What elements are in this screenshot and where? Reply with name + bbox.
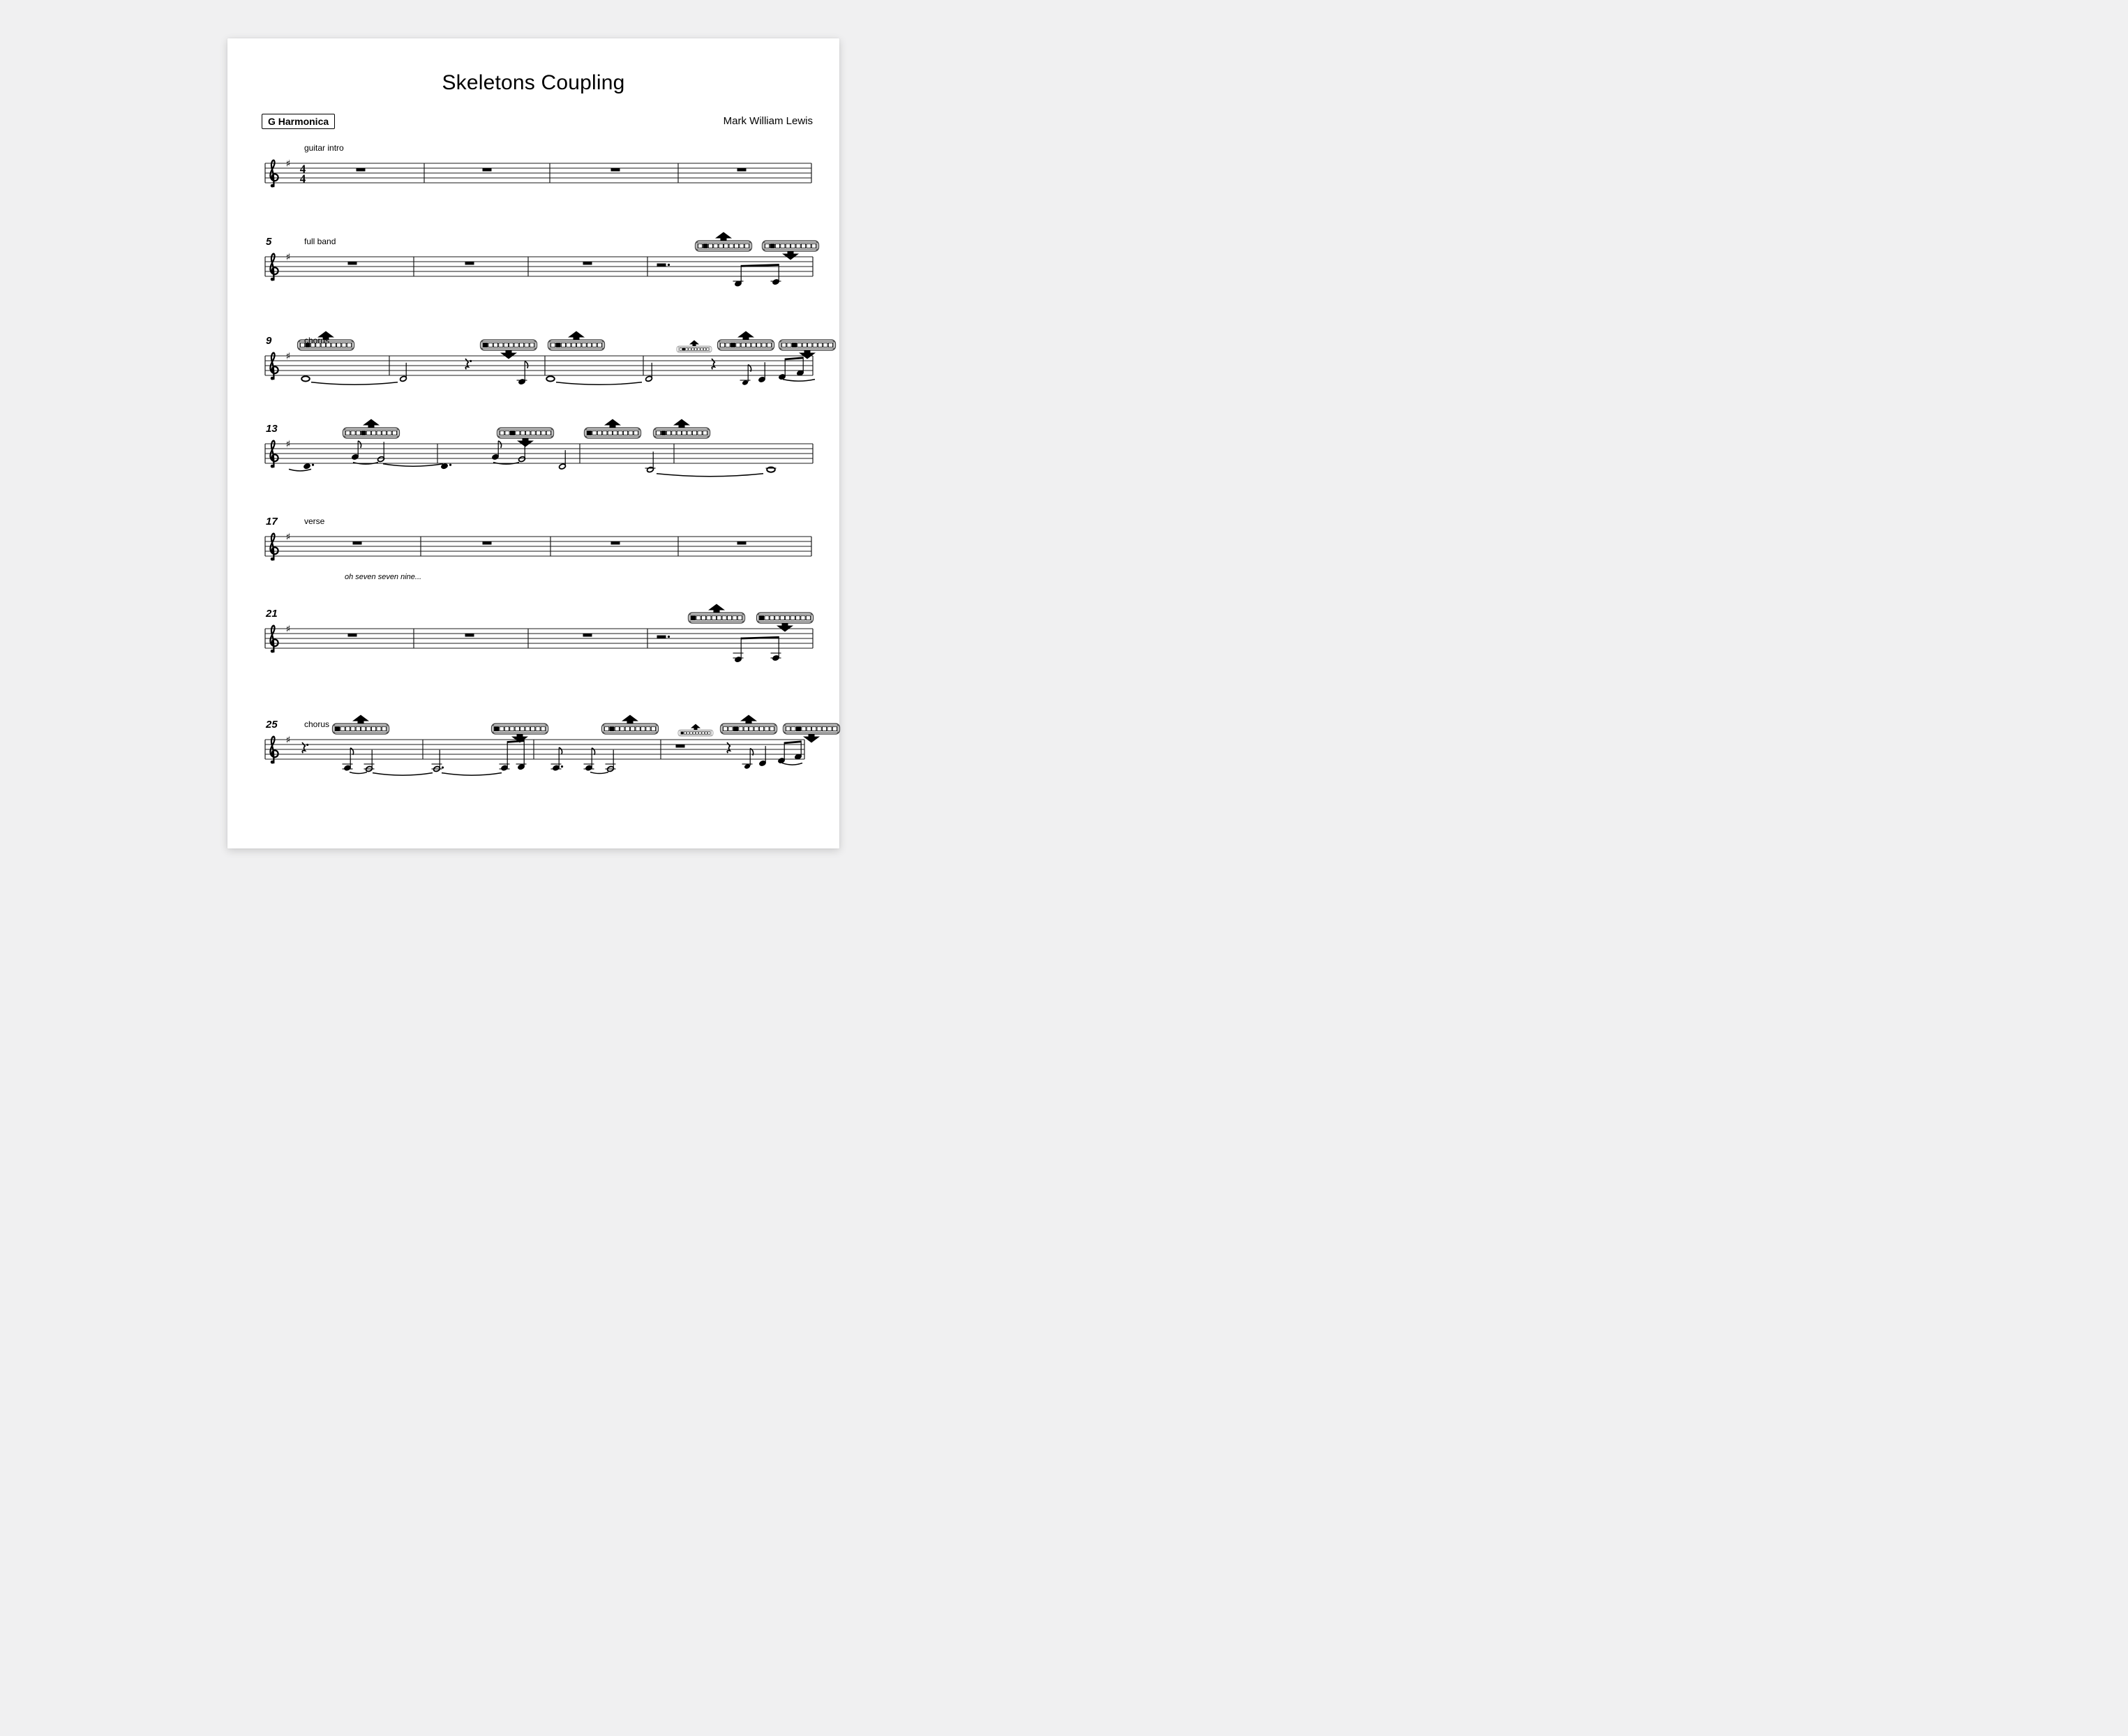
- measure-number: 9: [266, 335, 272, 347]
- whole-rest: [348, 262, 357, 265]
- harmonica-diagram: [654, 419, 710, 439]
- blow-arrow-icon: [358, 721, 364, 724]
- half-rest: [657, 264, 666, 267]
- composer-name: Mark William Lewis: [723, 115, 813, 127]
- slur: [289, 469, 311, 471]
- harmonica-diagram: [343, 419, 400, 439]
- blow-arrow-icon: [568, 331, 585, 338]
- sharp-sign: ♯: [285, 351, 291, 362]
- blow-arrow-icon: [708, 604, 725, 611]
- slur: [350, 772, 367, 774]
- blow-arrow-icon: [610, 426, 616, 428]
- whole-rest: [483, 168, 492, 172]
- sharp-sign: ♯: [285, 624, 291, 635]
- draw-arrow-icon: [803, 737, 820, 743]
- harmonica-diagram: [333, 715, 389, 735]
- whole-rest: [353, 541, 362, 545]
- whole-rest: [583, 262, 592, 265]
- harmonica-diagram: [548, 331, 605, 351]
- slur: [657, 474, 763, 477]
- blow-arrow-icon: [693, 345, 696, 347]
- measure-number: 17: [266, 516, 278, 527]
- quarter-rest: [302, 742, 308, 753]
- blow-arrow-icon: [604, 419, 621, 426]
- whole-rest: [583, 634, 592, 637]
- blow-arrow-icon: [740, 715, 757, 721]
- staff-system-7: [265, 715, 840, 776]
- slur: [783, 380, 815, 382]
- draw-arrow-icon: [809, 734, 815, 737]
- blow-arrow-icon: [743, 338, 749, 341]
- blow-arrow-icon: [689, 341, 699, 345]
- harmonica-diagram: [718, 331, 774, 351]
- treble-clef-icon: [270, 254, 278, 281]
- harmonica-diagram: [678, 724, 713, 737]
- measure-number: 25: [266, 719, 278, 731]
- slur: [383, 464, 443, 467]
- time-signature: 4: [299, 172, 306, 186]
- blow-arrow-icon: [691, 724, 700, 728]
- sharp-sign: ♯: [285, 532, 291, 543]
- draw-arrow-icon: [788, 251, 794, 254]
- blow-arrow-icon: [622, 715, 638, 721]
- music-score: [0, 0, 1064, 868]
- treble-clef-icon: [270, 441, 278, 468]
- blow-arrow-icon: [714, 611, 720, 613]
- blow-arrow-icon: [627, 721, 634, 724]
- blow-arrow-icon: [679, 426, 685, 428]
- measure-number: 13: [266, 423, 278, 435]
- quarter-rest: [712, 359, 714, 369]
- section-label: guitar intro: [304, 143, 344, 153]
- blow-arrow-icon: [368, 426, 375, 428]
- sharp-sign: ♯: [285, 158, 291, 170]
- whole-rest: [737, 168, 747, 172]
- draw-arrow-icon: [782, 623, 788, 626]
- harmonica-diagram: [696, 232, 752, 252]
- sharp-sign: ♯: [285, 252, 291, 263]
- staff-system-1: [265, 158, 811, 188]
- treble-clef-icon: [270, 737, 278, 764]
- whole-rest: [357, 168, 366, 172]
- harmonica-diagram: [721, 715, 777, 735]
- treble-clef-icon: [270, 626, 278, 653]
- time-signature: 4: [299, 162, 306, 176]
- instrument-label: G Harmonica: [262, 114, 335, 129]
- sharp-sign: ♯: [285, 735, 291, 746]
- slur: [373, 773, 433, 776]
- staff-system-5: [265, 532, 811, 561]
- treble-clef-icon: [270, 353, 278, 380]
- draw-arrow-icon: [506, 350, 512, 353]
- treble-clef-icon: [270, 534, 278, 561]
- slur: [311, 382, 398, 385]
- measure-number: 21: [266, 608, 278, 620]
- slur: [556, 382, 642, 385]
- slur: [782, 763, 802, 765]
- blow-arrow-icon: [715, 232, 732, 239]
- harmonica-diagram: [602, 715, 659, 735]
- blow-arrow-icon: [694, 728, 698, 731]
- blow-arrow-icon: [737, 331, 754, 338]
- quarter-rest: [465, 359, 472, 369]
- app-canvas: [0, 0, 1064, 868]
- half-rest: [657, 636, 666, 639]
- whole-rest: [465, 634, 474, 637]
- whole-rest: [348, 634, 357, 637]
- staff-system-2: [265, 232, 819, 287]
- measure-number: 5: [266, 236, 272, 248]
- blow-arrow-icon: [352, 715, 369, 721]
- blow-arrow-icon: [574, 338, 580, 341]
- whole-rest: [611, 168, 620, 172]
- section-label: full band: [304, 237, 336, 246]
- sharp-sign: ♯: [285, 439, 291, 450]
- whole-rest: [676, 744, 685, 748]
- treble-clef-icon: [270, 160, 278, 188]
- staff-system-6: [265, 604, 814, 663]
- section-label: chorus: [304, 719, 330, 729]
- whole-rest: [483, 541, 492, 545]
- whole-rest: [465, 262, 474, 265]
- harmonica-diagram: [689, 604, 745, 624]
- draw-arrow-icon: [523, 438, 529, 441]
- draw-arrow-icon: [517, 734, 523, 737]
- whole-rest: [611, 541, 620, 545]
- quarter-rest: [727, 742, 730, 753]
- harmonica-diagram: [677, 341, 712, 353]
- whole-rest: [737, 541, 747, 545]
- slur: [590, 772, 608, 774]
- blow-arrow-icon: [746, 721, 752, 724]
- section-label: chorus: [304, 336, 330, 345]
- lyric-text: oh seven seven nine...: [345, 573, 422, 581]
- blow-arrow-icon: [721, 239, 727, 241]
- blow-arrow-icon: [673, 419, 690, 426]
- harmonica-diagram: [585, 419, 641, 439]
- staff-system-3: [265, 331, 836, 386]
- draw-arrow-icon: [804, 350, 811, 353]
- slur: [442, 773, 502, 776]
- staff-system-4: [265, 419, 813, 477]
- section-label: verse: [304, 516, 325, 526]
- blow-arrow-icon: [363, 419, 380, 426]
- page-title: Skeletons Coupling: [442, 71, 625, 94]
